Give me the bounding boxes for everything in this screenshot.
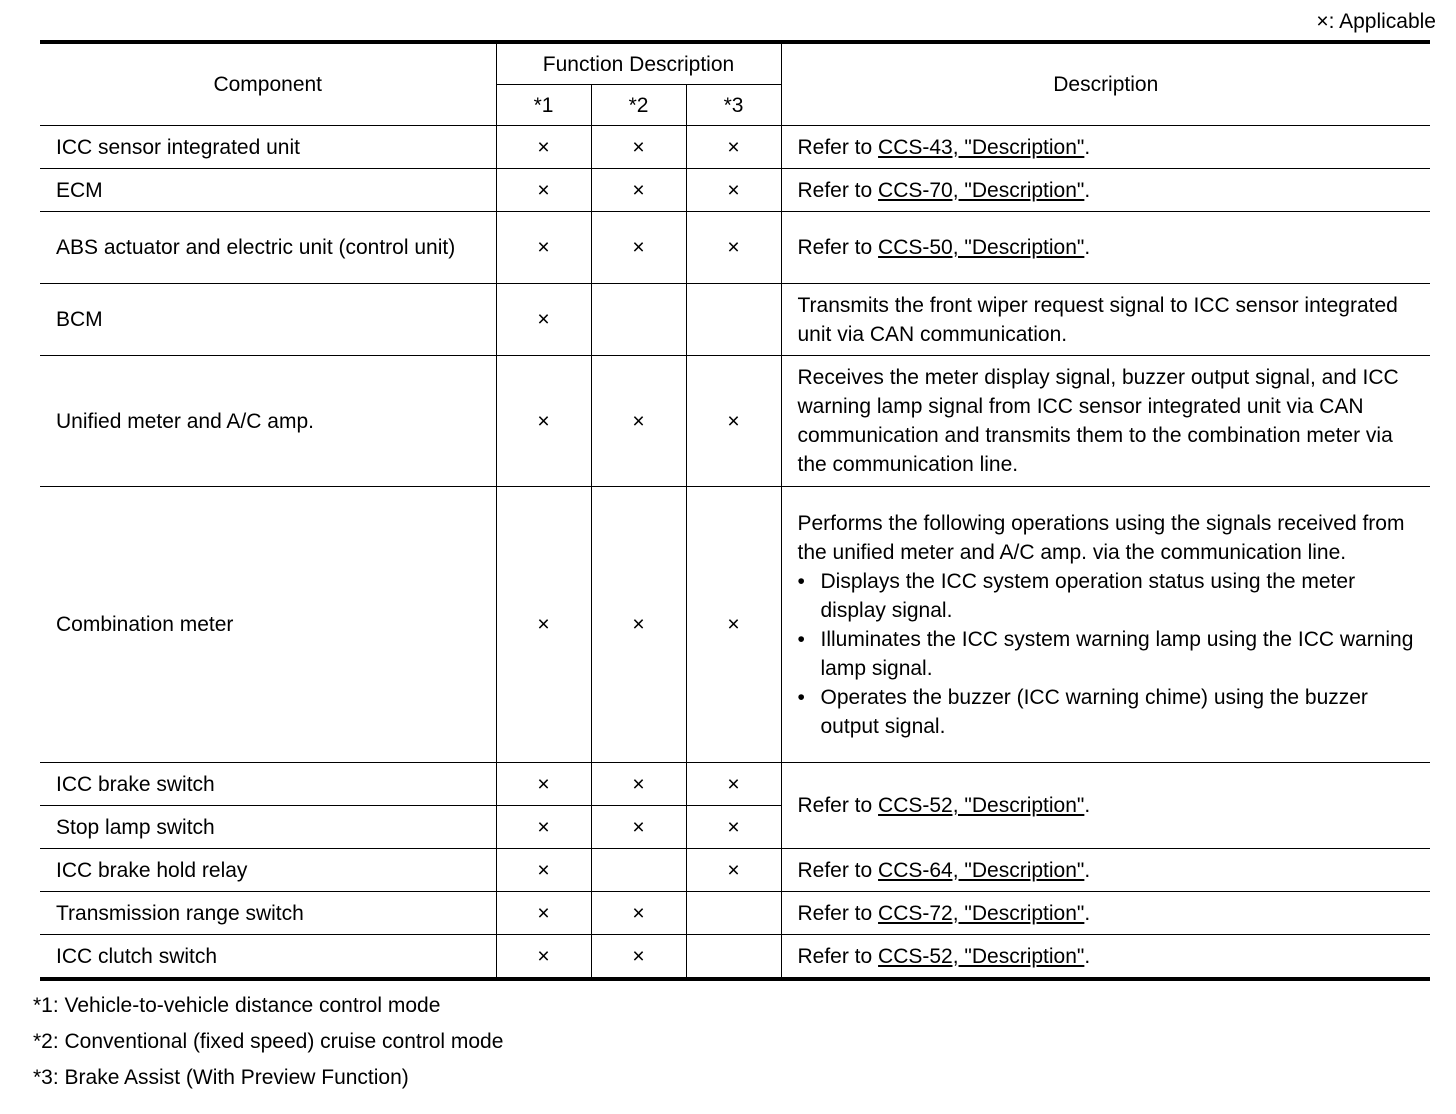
header-mode-1: *1 [496, 85, 591, 126]
description-text: Performs the following operations using the signals received from the unified meter and A/C amp. via the communication line. [797, 511, 1405, 564]
description-cell [781, 126, 1430, 169]
applicable-mark: × [496, 356, 591, 487]
component-name: ECM [40, 169, 496, 212]
ref-suffix: . [1084, 178, 1091, 202]
description-cell [781, 763, 1430, 849]
applicable-mark: × [591, 487, 686, 763]
component-name: ABS actuator and electric unit (control unit) [40, 212, 496, 284]
applicable-mark: × [686, 126, 781, 169]
table-row [40, 356, 1430, 487]
reference-link[interactable]: CCS-43, "Description" [878, 135, 1085, 159]
table-row [40, 284, 1430, 356]
header-component: Component [40, 42, 496, 126]
component-name: Combination meter [40, 487, 496, 763]
component-table [40, 40, 1430, 981]
ref-prefix: Refer to [797, 178, 879, 202]
reference-link[interactable]: CCS-52, "Description" [878, 944, 1085, 968]
component-name: Stop lamp switch [40, 806, 496, 849]
description-cell [781, 849, 1430, 892]
applicable-mark: × [591, 126, 686, 169]
ref-prefix: Refer to [797, 858, 879, 882]
ref-prefix: Refer to [797, 135, 879, 159]
ref-suffix: . [1084, 858, 1091, 882]
description-cell [781, 212, 1430, 284]
reference-link[interactable]: CCS-52, "Description" [878, 794, 1085, 817]
footnotes [33, 990, 503, 1098]
applicable-mark: × [591, 356, 686, 487]
table-row [40, 763, 1430, 806]
component-name: ICC brake hold relay [40, 849, 496, 892]
applicable-mark: × [496, 849, 591, 892]
applicable-mark: × [591, 763, 686, 806]
ref-suffix: . [1084, 944, 1091, 968]
applicable-mark: × [686, 763, 781, 806]
ref-prefix: Refer to [797, 944, 879, 968]
reference-link[interactable]: CCS-70, "Description" [878, 178, 1085, 202]
applicable-mark: × [686, 212, 781, 284]
footnote: *3: Brake Assist (With Preview Function) [33, 1066, 409, 1089]
component-name: ICC brake switch [40, 763, 496, 806]
description-cell [781, 487, 1430, 763]
table-row [40, 126, 1430, 169]
applicable-mark: × [686, 806, 781, 849]
component-name: ICC clutch switch [40, 935, 496, 980]
description-cell [781, 892, 1430, 935]
applicable-mark [591, 284, 686, 356]
applicable-mark: × [591, 806, 686, 849]
applicable-mark: × [496, 763, 591, 806]
applicable-mark: × [591, 892, 686, 935]
component-name: Transmission range switch [40, 892, 496, 935]
description-cell [781, 935, 1430, 980]
header-description: Description [781, 42, 1430, 126]
ref-suffix: . [1084, 236, 1091, 259]
header-mode-3: *3 [686, 85, 781, 126]
operations-list [798, 567, 1417, 741]
applicable-mark: × [591, 212, 686, 284]
applicable-mark: × [496, 487, 591, 763]
table-row [40, 487, 1430, 763]
applicable-mark: × [686, 169, 781, 212]
applicable-mark: × [496, 284, 591, 356]
footnote: *1: Vehicle-to-vehicle distance control mode [33, 994, 441, 1017]
applicable-mark [686, 892, 781, 935]
ref-suffix: . [1084, 135, 1091, 159]
applicable-mark: × [686, 487, 781, 763]
applicable-mark: × [686, 849, 781, 892]
header-function-description: Function Description [496, 42, 781, 85]
component-name: ICC sensor integrated unit [40, 126, 496, 169]
applicable-mark: × [686, 356, 781, 487]
list-item: • Illuminates the ICC system warning lamp using the ICC warning lamp signal. [798, 625, 1417, 683]
applicable-mark: × [496, 169, 591, 212]
table-row [40, 849, 1430, 892]
table-row [40, 892, 1430, 935]
ref-prefix: Refer to [797, 901, 879, 925]
footnote: *2: Conventional (fixed speed) cruise control mode [33, 1030, 504, 1053]
description-cell [781, 169, 1430, 212]
list-item: • Displays the ICC system operation status using the meter display signal. [798, 567, 1417, 625]
list-item: • Operates the buzzer (ICC warning chime) using the buzzer output signal. [798, 683, 1417, 741]
description-text: Transmits the front wiper request signal to ICC sensor integrated unit via CAN communication. [781, 284, 1430, 356]
table-row [40, 935, 1430, 980]
table-row [40, 212, 1430, 284]
ref-suffix: . [1084, 794, 1091, 817]
table-row [40, 169, 1430, 212]
description-text: Receives the meter display signal, buzzer output signal, and ICC warning lamp signal from ICC sensor integrated unit via CAN communication and transmits them to the combination meter via the communication line. [781, 356, 1430, 487]
applicable-mark: × [496, 935, 591, 980]
reference-link[interactable]: CCS-72, "Description" [878, 901, 1085, 925]
applicable-mark: × [496, 126, 591, 169]
component-name: Unified meter and A/C amp. [40, 356, 496, 487]
reference-link[interactable]: CCS-50, "Description" [878, 236, 1085, 259]
applicable-mark: × [591, 169, 686, 212]
applicable-mark [686, 935, 781, 980]
applicable-mark: × [591, 935, 686, 980]
applicable-mark: × [496, 892, 591, 935]
applicable-mark: × [496, 212, 591, 284]
applicable-legend: ×: Applicable [1316, 10, 1436, 33]
ref-suffix: . [1084, 901, 1091, 925]
component-name: BCM [40, 284, 496, 356]
ref-prefix: Refer to [797, 794, 879, 817]
applicable-mark [686, 284, 781, 356]
header-mode-2: *2 [591, 85, 686, 126]
applicable-mark [591, 849, 686, 892]
applicable-mark: × [496, 806, 591, 849]
reference-link[interactable]: CCS-64, "Description" [878, 858, 1085, 882]
ref-prefix: Refer to [797, 236, 879, 259]
